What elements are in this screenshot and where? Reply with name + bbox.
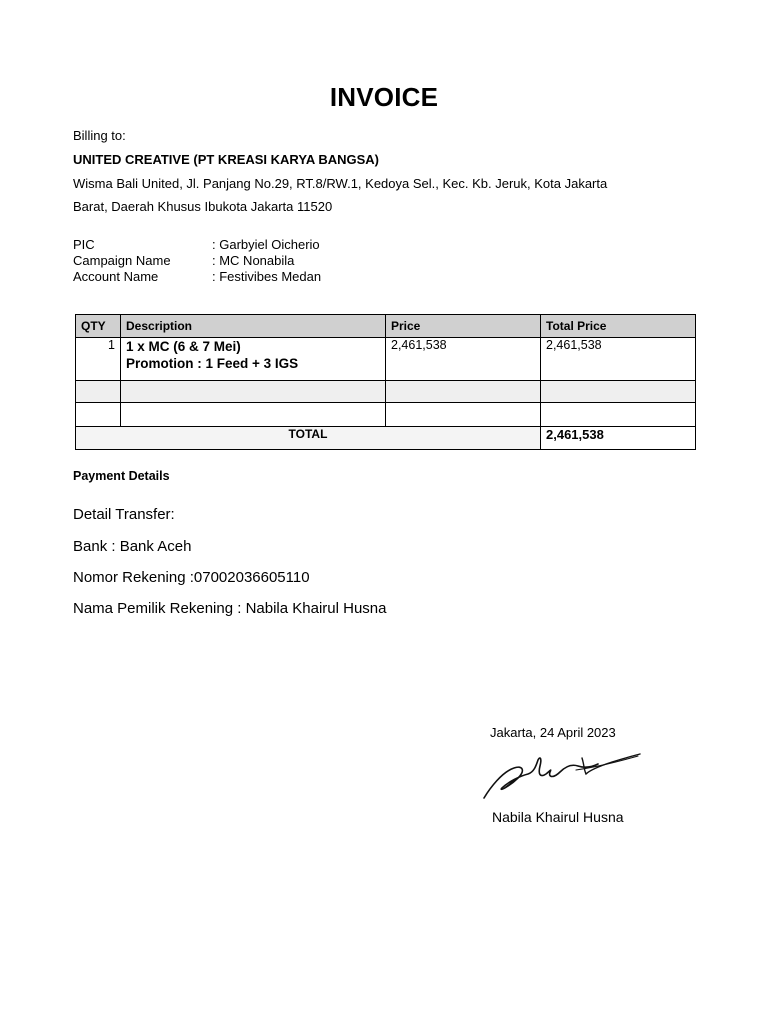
payment-bank: Bank : Bank Aceh [73,538,192,555]
table-row-empty [76,403,696,427]
billing-address-line2: Barat, Daerah Khusus Ibukota Jakarta 11520 [73,199,333,214]
info-label: Account Name [73,269,159,284]
cell-qty: 1 [76,338,121,381]
cell-empty [121,381,386,403]
total-value: 2,461,538 [541,427,696,450]
table-header-row [76,315,696,338]
cell-empty [76,403,121,427]
info-value: : Garbyiel Oicherio [212,237,320,252]
payment-detail-transfer: Detail Transfer: [73,506,175,523]
invoice-items-table [75,314,696,450]
cell-empty [541,381,696,403]
cell-description [121,338,386,381]
table-total-row [76,427,696,450]
table-row-empty [76,381,696,403]
info-value: : MC Nonabila [212,253,295,268]
payment-account-name: Nama Pemilik Rekening : Nabila Khairul Husna [73,600,387,617]
total-label: TOTAL [76,427,541,450]
billing-label: Billing to: [73,128,126,143]
invoice-title: INVOICE [329,82,439,112]
header-qty: QTY [76,315,121,338]
cell-empty [76,381,121,403]
info-value: : Festivibes Medan [212,269,322,284]
billing-company: UNITED CREATIVE (PT KREASI KARYA BANGSA) [73,152,380,167]
signature-name: Nabila Khairul Husna [492,809,624,825]
cell-empty [386,403,541,427]
signature-place-date: Jakarta, 24 April 2023 [490,725,616,740]
payment-heading: Payment Details [73,469,170,483]
info-label: Campaign Name [73,253,171,268]
cell-total-price: 2,461,538 [541,338,696,381]
payment-account-number: Nomor Rekening :07002036605110 [73,569,310,586]
header-total-price: Total Price [541,315,696,338]
table-row [76,338,696,381]
cell-empty [386,381,541,403]
cell-empty [121,403,386,427]
description-line1: 1 x MC (6 & 7 Mei) [126,339,241,354]
info-label: PIC [73,237,95,252]
description-line2: Promotion : 1 Feed + 3 IGS [126,356,299,371]
cell-empty [541,403,696,427]
billing-address-line1: Wisma Bali United, Jl. Panjang No.29, RT.8/RW.1, Kedoya Sel., Kec. Kb. Jeruk, Kota Jakarta [73,176,608,191]
header-price: Price [386,315,541,338]
header-description: Description [121,315,386,338]
cell-price: 2,461,538 [386,338,541,381]
handwritten-signature [480,748,645,804]
